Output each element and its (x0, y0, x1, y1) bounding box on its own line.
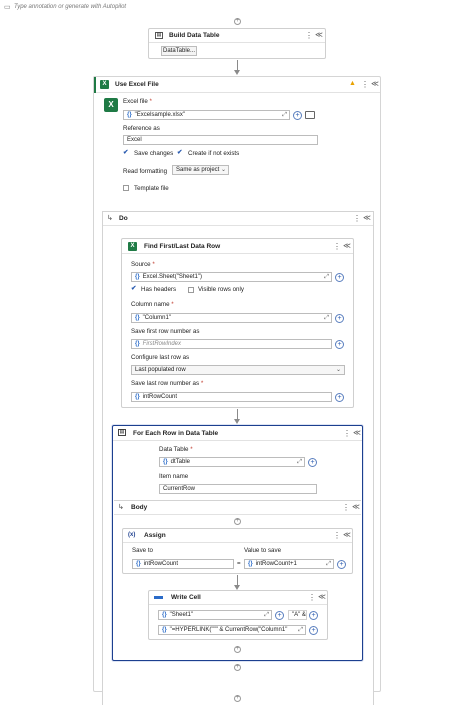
add-variable-button[interactable]: + (335, 314, 344, 323)
add-variable-button[interactable]: + (308, 458, 317, 467)
create-if-not-exists-label: Create if not exists (188, 150, 240, 157)
add-activity-button[interactable]: + (235, 664, 240, 670)
add-variable-button[interactable]: + (275, 611, 284, 620)
connector-arrow (234, 419, 240, 424)
connector-line (237, 409, 238, 419)
expression-icon: {} (136, 561, 141, 567)
write-cell-icon (154, 596, 163, 599)
annotation-placeholder: Type annotation or generate with Autopilot (14, 4, 127, 10)
visible-rows-checkbox[interactable] (188, 287, 194, 293)
warning-icon[interactable]: ▲ (349, 80, 356, 87)
chevron-down-icon: ⌄ (220, 167, 226, 173)
equals-sign: = (237, 560, 241, 567)
save-to-label: Save to (132, 547, 153, 554)
configure-last-row-dropdown[interactable]: Last populated row ⌄ (131, 365, 345, 375)
expression-icon: {} (135, 394, 140, 400)
more-options-icon[interactable]: ⋮ (353, 214, 361, 223)
connector-line (237, 575, 238, 585)
expression-icon: {} (135, 315, 140, 321)
add-variable-button[interactable]: + (335, 273, 344, 282)
excel-logo-icon: X (104, 98, 118, 112)
value-field[interactable]: {} "=HYPERLINK(""" & CurrentRow("Column1" ⤢ (158, 625, 306, 635)
expression-icon: {} (163, 459, 168, 465)
add-variable-button[interactable]: + (335, 393, 344, 402)
has-headers-checkbox[interactable]: ✔ (131, 285, 137, 292)
expand-editor-icon[interactable]: ⤢ (324, 274, 329, 280)
read-formatting-dropdown[interactable]: Same as project ⌄ (172, 165, 229, 175)
source-field[interactable]: {} Excel.Sheet("Sheet1") ⤢ (131, 272, 332, 282)
more-options-icon[interactable]: ⋮ (308, 593, 316, 602)
expand-editor-icon[interactable]: ⤢ (326, 561, 331, 567)
card-header (94, 77, 380, 93)
expand-editor-icon[interactable]: ⤢ (297, 459, 302, 465)
source-label: Source * (131, 261, 155, 268)
do-title: Do (119, 215, 128, 222)
collapse-icon[interactable]: ≪ (315, 30, 323, 39)
expand-editor-icon[interactable]: ⤢ (298, 627, 303, 633)
expression-icon: {} (135, 274, 140, 280)
card-title: Build Data Table (169, 32, 220, 39)
body-header (114, 501, 361, 515)
save-changes-checkbox[interactable]: ✔ (123, 149, 129, 156)
add-activity-button[interactable]: + (235, 18, 240, 24)
data-table-label: Data Table * (159, 446, 193, 453)
collapse-icon[interactable]: ≪ (371, 79, 379, 88)
create-if-not-exists-checkbox[interactable]: ✔ (177, 149, 183, 156)
expression-icon: {} (162, 627, 167, 633)
card-header (123, 529, 352, 543)
expand-editor-icon[interactable]: ⤢ (324, 315, 329, 321)
folder-icon[interactable] (305, 111, 315, 119)
build-data-table-icon: ▤ (156, 32, 162, 38)
card-title: Use Excel File (115, 81, 159, 88)
add-variable-button[interactable]: + (337, 560, 346, 569)
range-field[interactable]: "A" & (288, 610, 307, 620)
assign-card[interactable] (122, 528, 353, 574)
has-headers-label: Has headers (141, 286, 177, 293)
build-data-table-card[interactable] (148, 28, 326, 59)
annotation-bar[interactable] (4, 3, 204, 13)
configure-last-row-label: Configure last row as (131, 354, 190, 361)
add-variable-button[interactable]: + (309, 626, 318, 635)
item-name-label: Item name (159, 473, 189, 480)
card-header (149, 591, 327, 605)
excel-file-label: Excel file * (123, 98, 152, 105)
collapse-icon[interactable]: ≪ (343, 530, 351, 539)
expression-icon: {} (135, 341, 140, 347)
collapse-icon[interactable]: ≪ (352, 502, 360, 511)
more-options-icon[interactable]: ⋮ (343, 429, 351, 438)
save-to-field[interactable]: {} intRowCount (132, 559, 234, 569)
card-header (113, 426, 362, 441)
sheet-field[interactable]: {} "Sheet1" ⤢ (158, 610, 272, 620)
save-changes-label: Save changes (134, 150, 174, 157)
expand-editor-icon[interactable]: ⤢ (282, 112, 287, 118)
card-header (149, 29, 325, 43)
expression-icon: {} (248, 561, 253, 567)
assign-icon: (x) (128, 532, 136, 538)
card-title: Find First/Last Data Row (144, 243, 221, 250)
template-file-checkbox[interactable] (123, 185, 129, 191)
add-activity-button[interactable]: + (235, 518, 240, 524)
excel-file-field[interactable]: {} "Excelsample.xlsx" ⤢ (123, 110, 290, 120)
collapse-icon[interactable]: ≪ (363, 213, 371, 222)
find-first-last-row-card[interactable] (121, 238, 354, 408)
nested-arrow-icon: ↳ (107, 215, 113, 222)
more-options-icon[interactable]: ⋮ (305, 31, 313, 40)
visible-rows-label: Visible rows only (198, 286, 244, 293)
collapse-icon[interactable]: ≪ (318, 592, 326, 601)
item-name-field[interactable]: CurrentRow (159, 484, 317, 494)
read-formatting-label: Read formatting (123, 168, 168, 175)
reference-as-field[interactable]: Excel (123, 135, 318, 145)
excel-icon: X (100, 80, 109, 89)
expand-editor-icon[interactable]: ⤢ (264, 612, 269, 618)
card-title: Assign (144, 532, 166, 539)
write-cell-card[interactable] (148, 590, 328, 640)
collapse-icon[interactable]: ≪ (353, 428, 361, 437)
save-first-row-field[interactable]: {} FirstRowIndex (131, 339, 332, 349)
datatable-button[interactable]: DataTable... (162, 48, 196, 54)
card-header (122, 239, 353, 254)
expression-icon: {} (127, 112, 132, 118)
body-title: Body (131, 504, 148, 511)
do-header (103, 212, 373, 226)
excel-edge-marker (94, 77, 96, 93)
annotation-icon: ▭ (4, 4, 11, 11)
add-activity-button[interactable]: + (235, 646, 240, 652)
card-title: Write Cell (171, 594, 201, 601)
save-first-row-label: Save first row number as (131, 328, 200, 335)
column-name-label: Column name * (131, 301, 174, 308)
reference-as-label: Reference as (123, 125, 160, 132)
card-title: For Each Row in Data Table (133, 430, 219, 437)
save-last-row-label: Save last row number as * (131, 380, 204, 387)
more-options-icon[interactable]: ⋮ (342, 503, 350, 512)
value-to-save-label: Value to save (244, 547, 282, 554)
template-file-label: Template file (134, 185, 169, 192)
chevron-down-icon: ⌄ (335, 367, 341, 373)
more-options-icon[interactable]: ⋮ (361, 80, 369, 89)
for-each-icon: ▤ (119, 429, 125, 435)
more-options-icon[interactable]: ⋮ (333, 531, 341, 540)
add-activity-button[interactable]: + (235, 695, 240, 701)
add-variable-button[interactable]: + (309, 611, 318, 620)
data-table-field[interactable]: {} dtTable ⤢ (159, 457, 305, 467)
save-last-row-field[interactable]: {} intRowCount (131, 392, 332, 402)
excel-icon: X (128, 242, 137, 251)
expression-icon: {} (162, 612, 167, 618)
connector-arrow (234, 70, 240, 75)
more-options-icon[interactable]: ⋮ (333, 242, 341, 251)
column-name-field[interactable]: {} "Column1" ⤢ (131, 313, 332, 323)
add-variable-button[interactable]: + (293, 111, 302, 120)
collapse-icon[interactable]: ≪ (343, 241, 351, 250)
connector-line (237, 60, 238, 70)
nested-arrow-icon: ↳ (118, 504, 124, 511)
value-to-save-field[interactable]: {} intRowCount+1 ⤢ (244, 559, 334, 569)
add-variable-button[interactable]: + (335, 340, 344, 349)
